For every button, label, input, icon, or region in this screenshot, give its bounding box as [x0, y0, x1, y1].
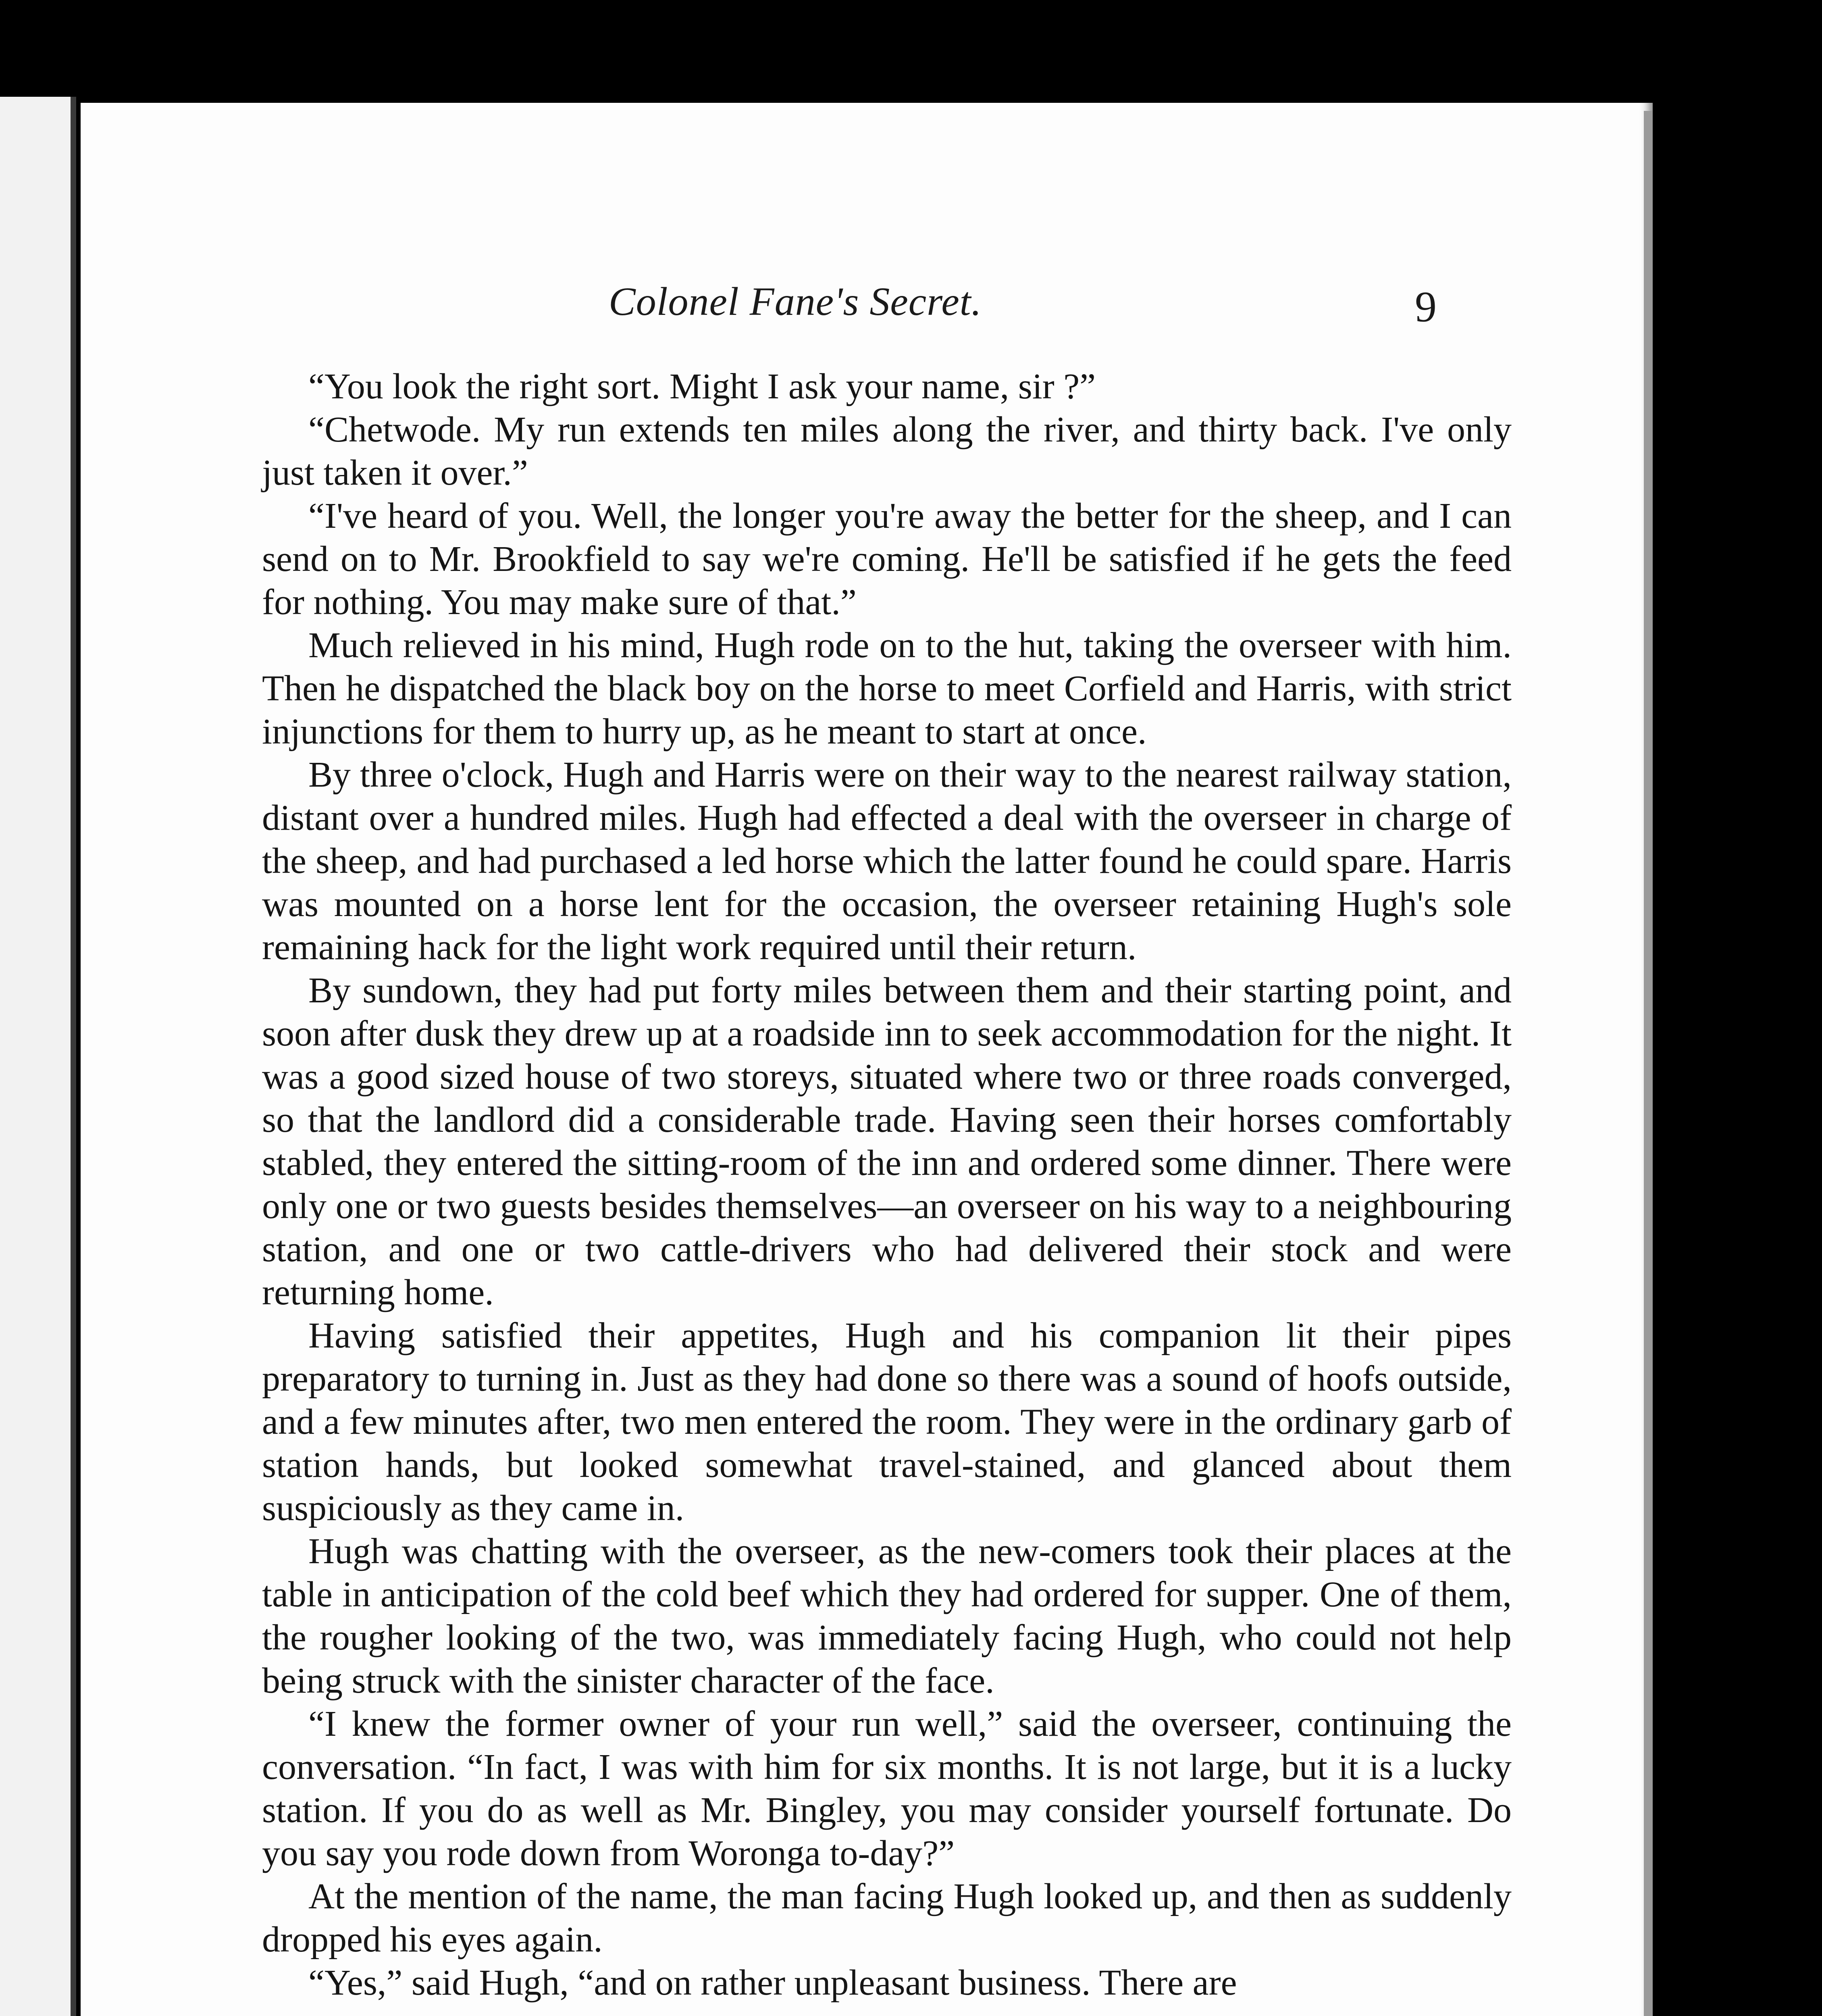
paragraph: “You look the right sort. Might I ask your name, sir ?” [308, 367, 1096, 406]
paragraph: “I've heard of you. Well, the longer you're away the better for the sheep, and I can send on to Mr. Brookfield to say we're coming. He'll be satisfied if he gets the feed for nothing. You may make sure of that.” [262, 496, 1512, 622]
paragraph: By three o'clock, Hugh and Harris were on their way to the nearest railway station, distant over a hundred miles. Hugh had effected a deal with the overseer in charge of the sheep, and had purchased a led horse which the latter found he could spare. Harris was mounted on a horse lent for the occasion, the overseer retaining Hugh's sole remaining hack for the light work required until their return. [262, 755, 1512, 967]
previous-page-edge [0, 97, 76, 2016]
paragraph: At the mention of the name, the man facing Hugh looked up, and then as suddenly dropped his eyes again. [262, 1876, 1512, 1960]
paragraph: “Chetwode. My run extends ten miles along the river, and thirty back. I've only just taken it over.” [262, 410, 1512, 493]
paragraph: Hugh was chatting with the overseer, as the new-comers took their places at the table in anticipation of the cold beef which they had ordered for supper. One of them, the rougher looking of the two, was immediately facing Hugh, who could not help being struck with the sinister character of the face. [262, 1531, 1512, 1701]
running-title: Colonel Fane's Secret. [609, 279, 982, 324]
paragraph: “I knew the former owner of your run well,” said the overseer, continuing the conversation. “In fact, I was with him for six months. It is not large, but it is a lucky station. If you do as well as Mr. Bingley, you may consider yourself fortunate. Do you say you rode down from Woronga to-day?” [262, 1704, 1512, 1873]
body-text [262, 365, 1512, 2004]
paragraph: Having satisfied their appetites, Hugh and his companion lit their pipes preparatory to turning in. Just as they had done so there was a sound of hoofs outside, and a few minutes after, two men entered the room. They were in the ordinary garb of station hands, but looked somewhat travel-stained, and glanced about them suspiciously as they came in. [262, 1316, 1512, 1528]
book-page [81, 103, 1653, 2016]
page-number: 9 [1415, 283, 1437, 331]
paragraph: “Yes,” said Hugh, “and on rather unpleasant business. There are [308, 1963, 1237, 2003]
paragraph: By sundown, they had put forty miles between them and their starting point, and soon after dusk they drew up at a roadside inn to seek accommodation for the night. It was a good sized house of two storeys, situated where two or three roads converged, so that the landlord did a considerable trade. Having seen their horses comfortably stabled, they entered the sitting-room of the inn and ordered some dinner. There were only one or two guests besides themselves—an overseer on his way to a neighbouring station, and one or two cattle-drivers who had delivered their stock and were returning home. [262, 971, 1512, 1312]
paragraph: Much relieved in his mind, Hugh rode on to the hut, taking the overseer with him. Then he dispatched the black boy on the horse to meet Corfield and Harris, with strict injunctions for them to hurry up, as he meant to start at once. [262, 625, 1512, 752]
